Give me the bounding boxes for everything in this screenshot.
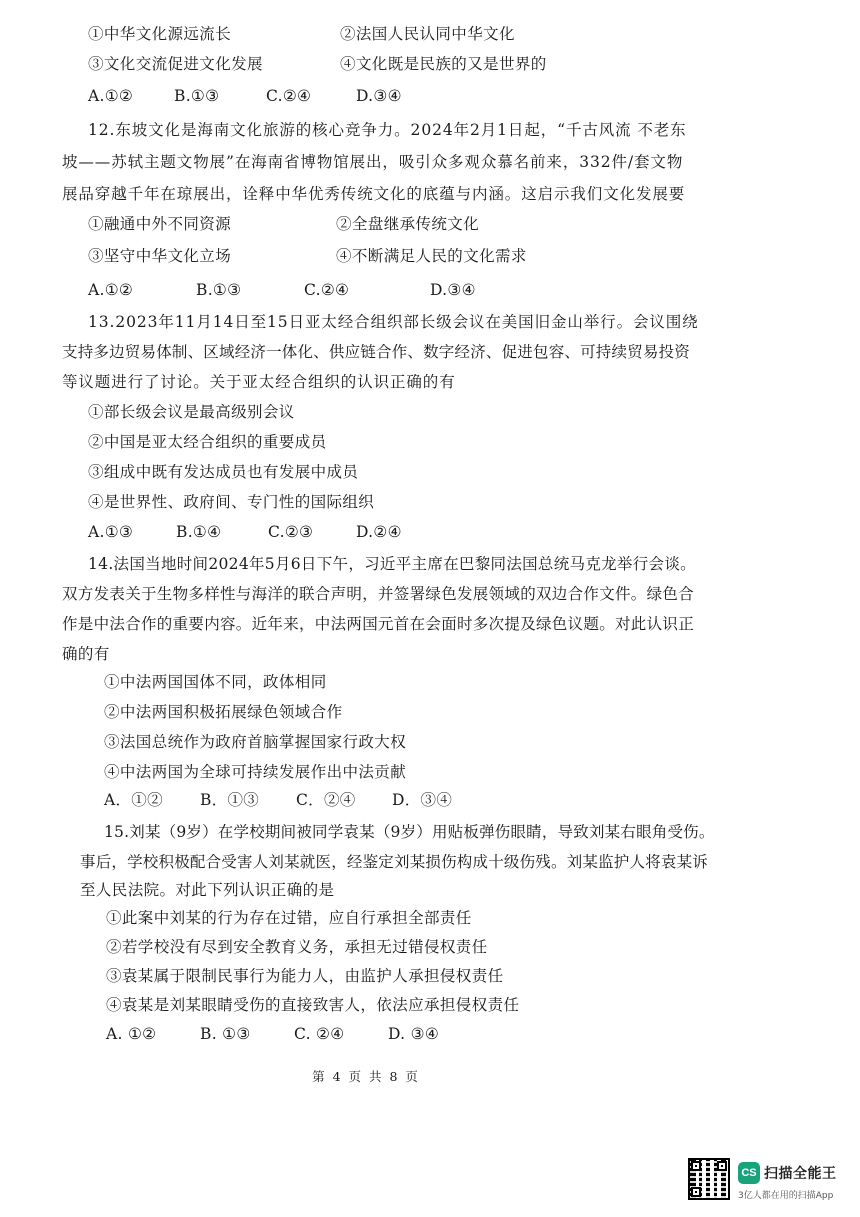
q13-option-3: ③组成中既有发达成员也有发展中成员 bbox=[88, 463, 359, 481]
q13-option-4: ④是世界性、政府间、专门性的国际组织 bbox=[88, 493, 375, 511]
q12-stem-line-1: 12.东坡文化是海南文化旅游的核心竞争力。2024年2月1日起，“千古风流 不老东 bbox=[88, 121, 687, 139]
qr-code-icon bbox=[688, 1158, 730, 1200]
q13-stem-line-1: 13.2023年11月14日至15日亚太经合组织部长级会议在美国旧金山举行。会议围绕 bbox=[88, 313, 699, 331]
q12-option-3: ③坚守中华文化立场 bbox=[88, 247, 232, 265]
scanner-watermark bbox=[688, 1158, 848, 1206]
q11-choice-c: C.②④ bbox=[266, 87, 312, 105]
q14-stem-line-2: 双方发表关于生物多样性与海洋的联合声明，并签署绿色发展领域的双边合作文件。绿色合 bbox=[62, 585, 695, 603]
q11-choice-a: A.①② bbox=[88, 87, 134, 105]
q13-option-1: ①部长级会议是最高级别会议 bbox=[88, 403, 295, 421]
q11-choice-b: B.①③ bbox=[174, 87, 220, 105]
q14-stem-line-3: 作是中法合作的重要内容。近年来，中法两国元首在会面时多次提及绿色议题。对此认识正 bbox=[62, 615, 695, 633]
q15-stem-line-3: 至人民法院。对此下列认识正确的是 bbox=[80, 881, 335, 899]
q13-stem-line-3: 等议题进行了讨论。关于亚太经合组织的认识正确的有 bbox=[62, 373, 456, 391]
q12-choice-a: A.①② bbox=[88, 281, 134, 299]
q12-stem-line-2: 坡——苏轼主题文物展”在海南省博物馆展出，吸引众多观众慕名前来，332件/套文物 bbox=[62, 153, 684, 171]
q15-stem-line-2: 事后，学校积极配合受害人刘某就医，经鉴定刘某损伤构成十级伤残。刘某监护人将袁某诉 bbox=[80, 853, 709, 871]
q15-choice-c: C. ②④ bbox=[294, 1025, 345, 1043]
q14-option-4: ④中法两国为全球可持续发展作出中法贡献 bbox=[104, 763, 407, 781]
q12-choice-c: C.②④ bbox=[304, 281, 350, 299]
page-footer: 第 4 页 共 8 页 bbox=[312, 1069, 420, 1084]
q11-option-2: ②法国人民认同中华文化 bbox=[340, 25, 515, 43]
q14-stem-line-1: 14.法国当地时间2024年5月6日下午，习近平主席在巴黎同法国总统马克龙举行会谈。 bbox=[88, 555, 696, 573]
camscanner-name: 扫描全能王 bbox=[764, 1166, 837, 1182]
q12-stem-line-3: 展品穿越千年在琼展出，诠释中华优秀传统文化的底蕴与内涵。这启示我们文化发展要 bbox=[62, 185, 686, 203]
q11-option-3: ③文化交流促进文化发展 bbox=[88, 55, 263, 73]
q13-option-2: ②中国是亚太经合组织的重要成员 bbox=[88, 433, 327, 451]
camscanner-logo: CS bbox=[738, 1162, 760, 1184]
q15-option-2: ②若学校没有尽到安全教育义务，承担无过错侵权责任 bbox=[106, 938, 488, 956]
camscanner-tagline: 3亿人都在用的扫描App bbox=[738, 1191, 834, 1201]
q15-option-1: ①此案中刘某的行为存在过错，应自行承担全部责任 bbox=[106, 909, 472, 927]
q11-option-4: ④文化既是民族的又是世界的 bbox=[340, 55, 547, 73]
q12-choice-b: B.①③ bbox=[196, 281, 242, 299]
q14-option-1: ①中法两国国体不同，政体相同 bbox=[104, 673, 327, 691]
q15-choice-b: B. ①③ bbox=[200, 1025, 251, 1043]
q12-option-4: ④不断满足人民的文化需求 bbox=[336, 247, 527, 265]
q14-choice-a: A．①② bbox=[104, 791, 163, 809]
q14-option-2: ②中法两国积极拓展绿色领域合作 bbox=[104, 703, 343, 721]
q15-stem-line-1: 15.刘某（9岁）在学校期间被同学袁某（9岁）用贴板弹伤眼睛，导致刘某右眼角受伤。 bbox=[104, 823, 715, 841]
q14-choice-d: D．③④ bbox=[392, 791, 453, 809]
q14-stem-line-4: 确的有 bbox=[62, 645, 110, 663]
q14-choice-c: C．②④ bbox=[296, 791, 356, 809]
q13-choice-d: D.②④ bbox=[356, 523, 402, 541]
q15-option-3: ③袁某属于限制民事行为能力人，由监护人承担侵权责任 bbox=[106, 967, 504, 985]
q15-option-4: ④袁某是刘某眼睛受伤的直接致害人，依法应承担侵权责任 bbox=[106, 996, 520, 1014]
q13-choice-c: C.②③ bbox=[268, 523, 314, 541]
q13-choice-a: A.①③ bbox=[88, 523, 134, 541]
q15-choice-a: A. ①② bbox=[106, 1025, 157, 1043]
q13-choice-b: B.①④ bbox=[176, 523, 222, 541]
q12-choice-d: D.③④ bbox=[430, 281, 476, 299]
q11-choice-d: D.③④ bbox=[356, 87, 402, 105]
q12-option-2: ②全盘继承传统文化 bbox=[336, 215, 480, 233]
q15-choice-d: D. ③④ bbox=[388, 1025, 440, 1043]
q13-stem-line-2: 支持多边贸易体制、区域经济一体化、供应链合作、数字经济、促进包容、可持续贸易投资 bbox=[62, 343, 691, 361]
q12-option-1: ①融通中外不同资源 bbox=[88, 215, 232, 233]
q14-option-3: ③法国总统作为政府首脑掌握国家行政大权 bbox=[104, 733, 407, 751]
q14-choice-b: B．①③ bbox=[200, 791, 260, 809]
q11-option-1: ①中华文化源远流长 bbox=[88, 25, 232, 43]
